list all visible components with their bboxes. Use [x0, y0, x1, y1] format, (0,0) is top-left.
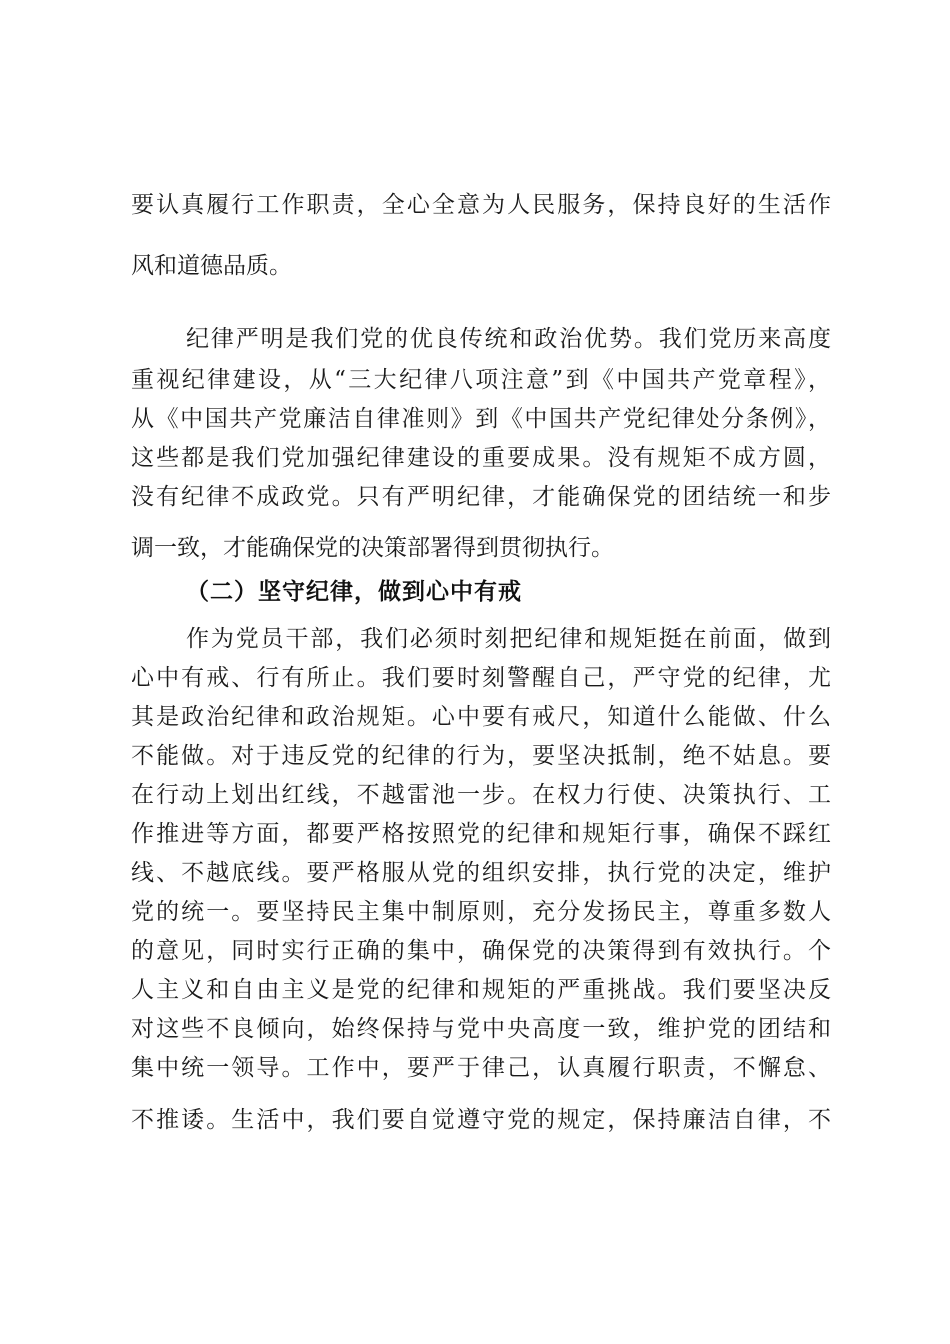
text-line: 集中统一领导。工作中，要严于律己，认真履行职责，不懈怠、: [131, 1055, 831, 1081]
text-line: 风和道德品质。: [131, 253, 292, 279]
section-heading: （二）坚守纪律，做到心中有戒: [186, 579, 522, 605]
text-line: 不推诿。生活中，我们要自觉遵守党的规定，保持廉洁自律，不: [131, 1107, 831, 1133]
text-line: 其是政治纪律和政治规矩。心中要有戒尺，知道什么能做、什么: [131, 704, 831, 730]
text-line: 在行动上划出红线，不越雷池一步。在权力行使、决策执行、工: [131, 782, 831, 808]
text-line: 这些都是我们党加强纪律建设的重要成果。没有规矩不成方圆，: [131, 445, 831, 471]
text-line: 线、不越底线。要严格服从党的组织安排，执行党的决定，维护: [131, 860, 831, 886]
text-line: 人主义和自由主义是党的纪律和规矩的严重挑战。我们要坚决反: [131, 977, 831, 1003]
text-line: 对这些不良倾向，始终保持与党中央高度一致，维护党的团结和: [131, 1016, 831, 1042]
text-line: 没有纪律不成政党。只有严明纪律，才能确保党的团结统一和步: [131, 484, 831, 510]
text-line: 心中有戒、行有所止。我们要时刻警醒自己，严守党的纪律，尤: [131, 665, 831, 691]
paragraph-first-line: 作为党员干部，我们必须时刻把纪律和规矩挺在前面，做到: [186, 626, 831, 652]
text-line: 要认真履行工作职责，全心全意为人民服务，保持良好的生活作: [131, 192, 831, 218]
text-line: 党的统一。要坚持民主集中制原则，充分发扬民主，尊重多数人: [131, 899, 831, 925]
text-line: 调一致，才能确保党的决策部署得到贯彻执行。: [131, 535, 614, 561]
text-line: 从《中国共产党廉洁自律准则》到《中国共产党纪律处分条例》，: [131, 406, 831, 432]
paragraph-first-line: 纪律严明是我们党的优良传统和政治优势。我们党历来高度: [186, 326, 831, 352]
text-line: 的意见，同时实行正确的集中，确保党的决策得到有效执行。个: [131, 938, 831, 964]
text-line: 不能做。对于违反党的纪律的行为，要坚决抵制，绝不姑息。要: [131, 743, 831, 769]
text-line: 重视纪律建设，从“三大纪律八项注意”到《中国共产党章程》，: [131, 367, 831, 393]
text-line: 作推进等方面，都要严格按照党的纪律和规矩行事，确保不踩红: [131, 821, 831, 847]
